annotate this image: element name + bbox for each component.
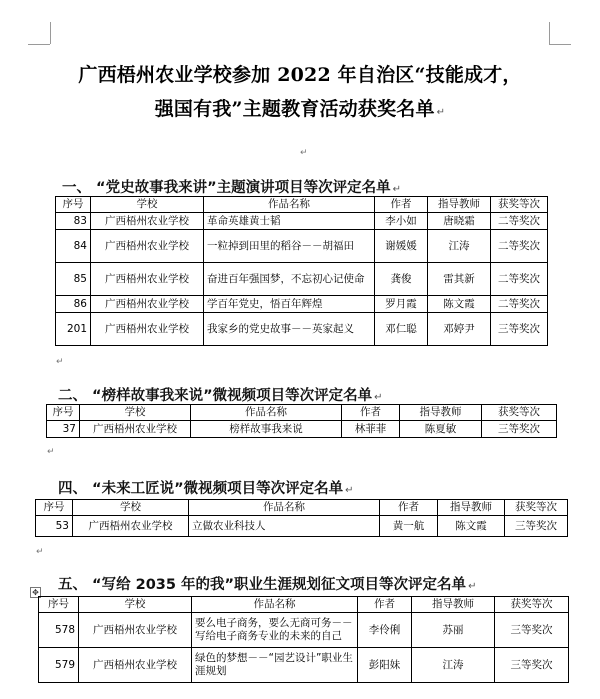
paragraph-mark: ↵	[47, 447, 55, 457]
paragraph-mark: ↵	[392, 184, 401, 195]
cell-work: 榜样故事我来说	[191, 421, 342, 438]
cell-school: 广西梧州农业学校	[91, 213, 204, 230]
cell-award: 二等奖次	[491, 230, 548, 263]
cell-award: 二等奖次	[491, 296, 548, 313]
cell-award: 三等奖次	[482, 421, 557, 438]
cell-school: 广西梧州农业学校	[91, 296, 204, 313]
cell-seq: 86	[56, 296, 91, 313]
header-teacher: 指导教师	[412, 597, 495, 613]
paragraph-mark: ↵	[374, 392, 383, 403]
section-4-table	[35, 499, 568, 537]
cell-author: 罗月霞	[375, 296, 428, 313]
header-seq: 序号	[36, 500, 73, 516]
cell-author: 黄一航	[380, 516, 438, 537]
table-row	[56, 296, 548, 313]
document-title-line-1	[30, 60, 570, 87]
header-school: 学校	[73, 500, 189, 516]
cell-author: 龚俊	[375, 263, 428, 296]
paragraph-mark: ↵	[56, 357, 64, 367]
cell-school: 广西梧州农业学校	[91, 313, 204, 346]
section-2-heading-text: 二、 “榜样故事我来说”微视频项目等次评定名单	[58, 388, 373, 404]
cell-teacher: 邓婷尹	[428, 313, 491, 346]
title-line-1-text: 广西梧州农业学校参加 2022 年自治区“技能成才，	[78, 64, 522, 86]
move-anchor-icon[interactable]: ✥	[30, 587, 41, 598]
table-row	[47, 421, 557, 438]
header-work: 作品名称	[191, 405, 342, 421]
table-row	[56, 213, 548, 230]
section-5-heading	[58, 573, 476, 594]
cell-author: 李伶俐	[358, 613, 412, 648]
header-teacher: 指导教师	[400, 405, 482, 421]
header-teacher: 指导教师	[438, 500, 505, 516]
header-teacher: 指导教师	[428, 197, 491, 213]
cell-award: 二等奖次	[491, 263, 548, 296]
title-line-2-text: 强国有我”主题教育活动获奖名单	[154, 98, 435, 120]
header-school: 学校	[79, 597, 192, 613]
cell-award: 三等奖次	[495, 648, 569, 683]
cell-award: 三等奖次	[491, 313, 548, 346]
cell-seq: 84	[56, 230, 91, 263]
header-award: 获奖等次	[482, 405, 557, 421]
cell-seq: 53	[36, 516, 73, 537]
table-row	[56, 313, 548, 346]
table-row	[56, 263, 548, 296]
cell-work: 绿色的梦想－－“园艺设计”职业生涯规划	[192, 648, 358, 683]
header-author: 作者	[358, 597, 412, 613]
header-work: 作品名称	[192, 597, 358, 613]
header-seq: 序号	[47, 405, 80, 421]
cell-seq: 83	[56, 213, 91, 230]
header-author: 作者	[380, 500, 438, 516]
cell-seq: 578	[39, 613, 79, 648]
header-seq: 序号	[39, 597, 79, 613]
cell-work: 一粒掉到田里的稻谷－－胡福田	[204, 230, 375, 263]
cell-school: 广西梧州农业学校	[91, 263, 204, 296]
header-work: 作品名称	[204, 197, 375, 213]
cell-teacher: 雷其新	[428, 263, 491, 296]
cell-school: 广西梧州农业学校	[91, 230, 204, 263]
paragraph-mark: ↵	[468, 581, 477, 592]
cell-author: 彭阳妹	[358, 648, 412, 683]
cell-work: 学百年党史，悟百年辉煌	[204, 296, 375, 313]
cell-teacher: 陈文霞	[438, 516, 505, 537]
cell-school: 广西梧州农业学校	[79, 648, 192, 683]
header-author: 作者	[342, 405, 400, 421]
table-header-row	[56, 197, 548, 213]
header-school: 学校	[91, 197, 204, 213]
cell-teacher: 陈夏敏	[400, 421, 482, 438]
section-4-heading-text: 四、 “未来工匠说”微视频项目等次评定名单	[58, 481, 344, 497]
cell-work: 我家乡的党史故事－－英家起义	[204, 313, 375, 346]
section-4-heading	[58, 477, 354, 498]
section-1-heading	[62, 176, 401, 197]
header-award: 获奖等次	[491, 197, 548, 213]
table-row	[56, 230, 548, 263]
cell-author: 谢媛媛	[375, 230, 428, 263]
cell-author: 林菲菲	[342, 421, 400, 438]
cell-teacher: 江涛	[428, 230, 491, 263]
section-5-heading-text: 五、 “写给 2035 年的我”职业生涯规划征文项目等次评定名单	[58, 577, 467, 593]
header-work: 作品名称	[189, 500, 380, 516]
paragraph-mark: ↵	[345, 485, 354, 496]
document-title-line-2	[30, 94, 570, 121]
header-award: 获奖等次	[505, 500, 568, 516]
section-2-heading	[58, 384, 383, 405]
crop-mark-top-left-h	[28, 44, 50, 45]
cell-author: 邓仁聪	[375, 313, 428, 346]
crop-mark-top-right	[549, 22, 550, 44]
cell-work: 要么电子商务，要么无商可务－－写给电子商务专业的未来的自己	[192, 613, 358, 648]
cell-school: 广西梧州农业学校	[73, 516, 189, 537]
cell-teacher: 陈文霞	[428, 296, 491, 313]
cell-teacher: 江涛	[412, 648, 495, 683]
section-1-table	[55, 196, 548, 346]
cell-work: 奋进百年强国梦，不忘初心记使命	[204, 263, 375, 296]
paragraph-mark: ↵	[36, 547, 44, 557]
section-2-table	[46, 404, 557, 438]
header-seq: 序号	[56, 197, 91, 213]
section-1-heading-text: 一、 “党史故事我来讲”主题演讲项目等次评定名单	[62, 180, 391, 196]
table-row	[36, 516, 568, 537]
cell-school: 广西梧州农业学校	[80, 421, 191, 438]
cell-work: 立做农业科技人	[189, 516, 380, 537]
section-5-table	[38, 596, 569, 683]
table-header-row	[36, 500, 568, 516]
cell-award: 三等奖次	[505, 516, 568, 537]
header-school: 学校	[80, 405, 191, 421]
cell-seq: 201	[56, 313, 91, 346]
header-author: 作者	[375, 197, 428, 213]
table-header-row	[47, 405, 557, 421]
cell-seq: 37	[47, 421, 80, 438]
paragraph-mark: ↵	[436, 107, 446, 118]
crop-mark-top-right-h	[549, 44, 571, 45]
paragraph-mark: ↵	[300, 148, 308, 158]
cell-award: 三等奖次	[495, 613, 569, 648]
cell-seq: 85	[56, 263, 91, 296]
header-award: 获奖等次	[495, 597, 569, 613]
cell-seq: 579	[39, 648, 79, 683]
cell-teacher: 唐晓霜	[428, 213, 491, 230]
cell-author: 李小如	[375, 213, 428, 230]
table-row	[39, 613, 569, 648]
crop-mark-top-left	[50, 22, 51, 44]
cell-work: 革命英雄黄士韬	[204, 213, 375, 230]
table-row	[39, 648, 569, 683]
cell-teacher: 苏丽	[412, 613, 495, 648]
cell-school: 广西梧州农业学校	[79, 613, 192, 648]
cell-award: 二等奖次	[491, 213, 548, 230]
table-header-row	[39, 597, 569, 613]
